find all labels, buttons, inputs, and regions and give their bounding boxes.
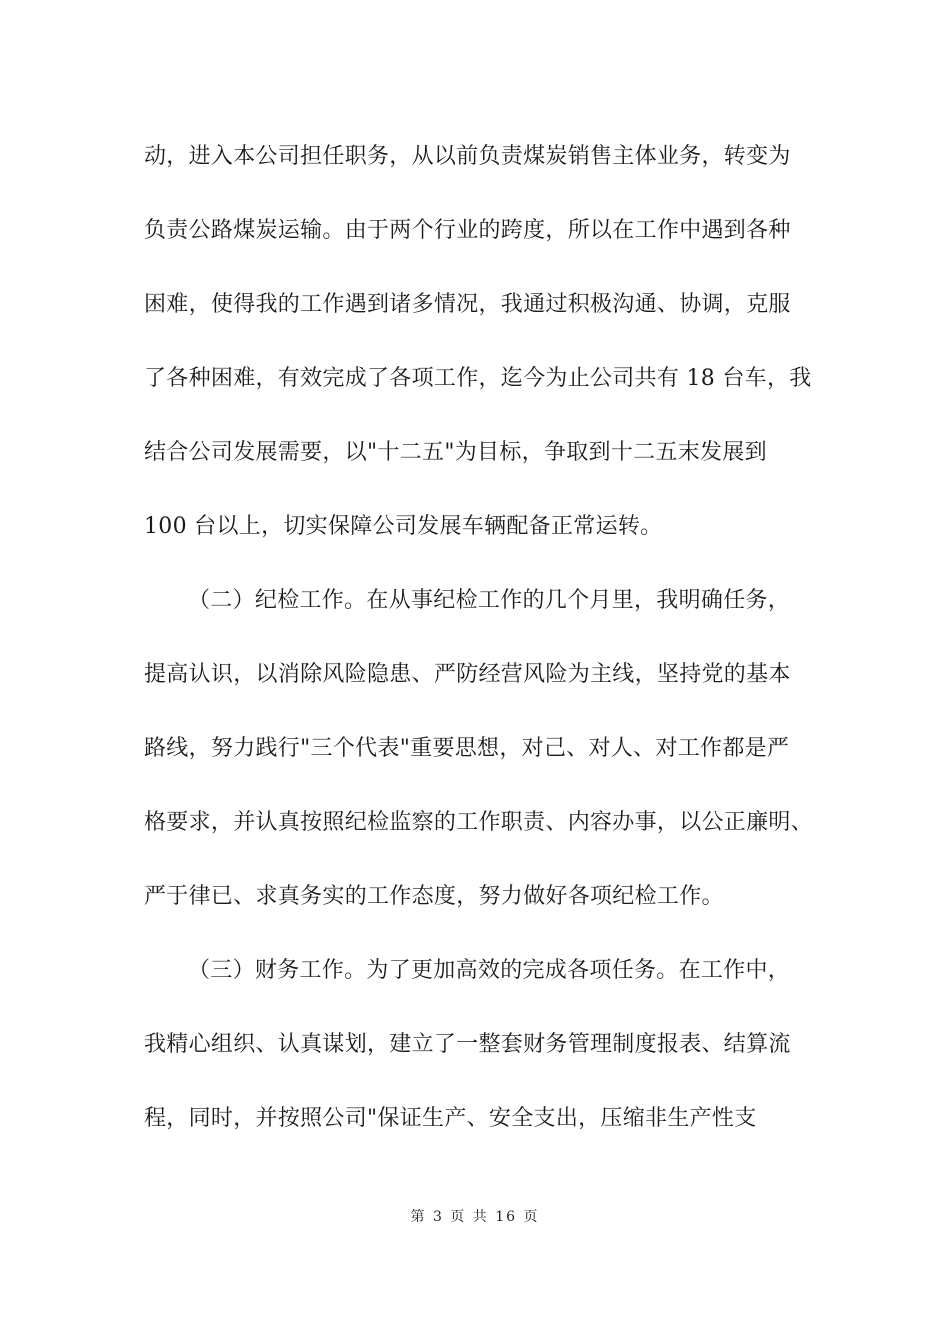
- text-line: 困难，使得我的工作遇到诸多情况，我通过积极沟通、协调，克服: [144, 292, 791, 317]
- text-line: 了各种困难，有效完成了各项工作，迄今为止公司共有 18 台车，我: [144, 366, 812, 391]
- page-number-label: 第 3 页 共 16 页: [410, 1209, 540, 1225]
- text-line: 动，进入本公司担任职务，从以前负责煤炭销售主体业务，转变为: [144, 144, 791, 169]
- text-line: 100 台以上，切实保障公司发展车辆配备正常运转。: [144, 514, 663, 539]
- paragraph-start-line: （二）纪检工作。在从事纪检工作的几个月里，我明确任务，: [188, 588, 791, 613]
- text-line: 我精心组织、认真谋划，建立了一整套财务管理制度报表、结算流: [144, 1032, 791, 1057]
- text-line: 格要求，并认真按照纪检监察的工作职责、内容办事，以公正廉明、: [144, 810, 814, 835]
- page-footer: [0, 1206, 950, 1226]
- text-line: 负责公路煤炭运输。由于两个行业的跨度，所以在工作中遇到各种: [144, 218, 791, 243]
- text-line: 程，同时，并按照公司"保证生产、安全支出，压缩非生产性支: [144, 1106, 757, 1131]
- text-line: 结合公司发展需要，以"十二五"为目标，争取到十二五末发展到: [144, 440, 767, 465]
- text-line: 提高认识，以消除风险隐患、严防经营风险为主线，坚持党的基本: [144, 662, 791, 687]
- text-line: 严于律已、求真务实的工作态度，努力做好各项纪检工作。: [144, 884, 724, 909]
- body-text: [144, 128, 814, 1164]
- text-line: 路线，努力践行"三个代表"重要思想，对己、对人、对工作都是严: [144, 736, 790, 761]
- paragraph-start-line: （三）财务工作。为了更加高效的完成各项任务。在工作中，: [188, 958, 791, 983]
